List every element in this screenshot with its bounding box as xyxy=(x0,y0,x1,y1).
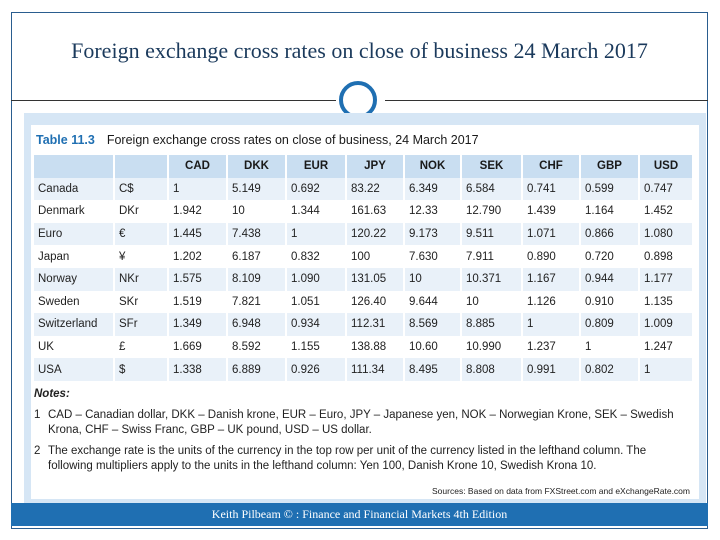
rate-cell: 9.173 xyxy=(404,223,461,246)
table-row xyxy=(34,200,693,223)
country-cell: Norway xyxy=(34,268,114,291)
rate-cell: 1.167 xyxy=(522,268,580,291)
note-number: 1 xyxy=(34,408,41,421)
rate-cell: 1 xyxy=(580,336,639,359)
symbol-cell: ¥ xyxy=(114,245,168,268)
rate-cell: 0.741 xyxy=(522,178,580,201)
rate-cell: 1.090 xyxy=(286,268,346,291)
notes-section xyxy=(34,387,694,480)
rate-cell: 1.071 xyxy=(522,223,580,246)
symbol-cell: £ xyxy=(114,336,168,359)
rate-cell: 1.452 xyxy=(639,200,693,223)
country-cell: Denmark xyxy=(34,200,114,223)
rate-cell: 0.898 xyxy=(639,245,693,268)
cross-rates-table xyxy=(34,155,694,381)
rate-cell: 8.592 xyxy=(227,336,286,359)
country-cell: UK xyxy=(34,336,114,359)
col-header-cad: CAD xyxy=(168,155,227,178)
rate-cell: 6.889 xyxy=(227,358,286,381)
rate-cell: 111.34 xyxy=(346,358,404,381)
rate-cell: 0.747 xyxy=(639,178,693,201)
rate-cell: 1.155 xyxy=(286,336,346,359)
col-header-gbp: GBP xyxy=(580,155,639,178)
col-header-nok: NOK xyxy=(404,155,461,178)
rate-cell: 126.40 xyxy=(346,291,404,314)
rate-cell: 1.080 xyxy=(639,223,693,246)
rate-cell: 0.832 xyxy=(286,245,346,268)
rate-cell: 0.809 xyxy=(580,313,639,336)
rate-cell: 8.569 xyxy=(404,313,461,336)
col-header xyxy=(114,155,168,178)
rate-cell: 0.866 xyxy=(580,223,639,246)
table-caption-text: Foreign exchange cross rates on close of business, 24 March 2017 xyxy=(106,133,479,147)
rate-cell: 6.584 xyxy=(461,178,522,201)
rate-cell: 10 xyxy=(227,200,286,223)
rate-cell: 100 xyxy=(346,245,404,268)
rate-cell: 120.22 xyxy=(346,223,404,246)
slide-footer: Keith Pilbeam © : Finance and Financial Markets 4th Edition xyxy=(11,503,708,526)
rate-cell: 1.349 xyxy=(168,313,227,336)
table-row xyxy=(34,313,693,336)
rate-cell: 10.371 xyxy=(461,268,522,291)
rate-cell: 1.009 xyxy=(639,313,693,336)
rate-cell: 0.720 xyxy=(580,245,639,268)
rate-cell: 1.051 xyxy=(286,291,346,314)
note-text: The exchange rate is the units of the currency in the top row per unit of the currency listed in the lefthand column. The following multipliers apply to the units in the lefthand column: Yen 100, Danish Krone 10, Swedish Krona 10. xyxy=(48,444,647,472)
rate-cell: 1.344 xyxy=(286,200,346,223)
rate-cell: 112.31 xyxy=(346,313,404,336)
rate-cell: 1.445 xyxy=(168,223,227,246)
rate-cell: 7.438 xyxy=(227,223,286,246)
divider-right xyxy=(385,100,708,101)
col-header-jpy: JPY xyxy=(346,155,404,178)
table-header-row xyxy=(34,155,693,178)
rate-cell: 12.33 xyxy=(404,200,461,223)
table-row xyxy=(34,223,693,246)
rate-cell: 5.149 xyxy=(227,178,286,201)
rate-cell: 10 xyxy=(404,268,461,291)
table-row xyxy=(34,268,693,291)
table-row xyxy=(34,245,693,268)
rate-cell: 0.890 xyxy=(522,245,580,268)
rate-cell: 10.990 xyxy=(461,336,522,359)
rate-cell: 9.644 xyxy=(404,291,461,314)
country-cell: Sweden xyxy=(34,291,114,314)
rate-cell: 161.63 xyxy=(346,200,404,223)
note-item xyxy=(34,408,694,439)
rate-cell: 0.991 xyxy=(522,358,580,381)
rate-cell: 1.575 xyxy=(168,268,227,291)
rate-cell: 6.349 xyxy=(404,178,461,201)
country-cell: Japan xyxy=(34,245,114,268)
country-cell: Canada xyxy=(34,178,114,201)
rate-cell: 1.164 xyxy=(580,200,639,223)
rate-cell: 1.247 xyxy=(639,336,693,359)
rate-cell: 1 xyxy=(522,313,580,336)
rate-cell: 8.885 xyxy=(461,313,522,336)
rate-cell: 131.05 xyxy=(346,268,404,291)
rate-cell: 7.821 xyxy=(227,291,286,314)
divider-left xyxy=(11,100,336,101)
rate-cell: 0.934 xyxy=(286,313,346,336)
col-header-dkk: DKK xyxy=(227,155,286,178)
note-number: 2 xyxy=(34,444,41,457)
symbol-cell: SFr xyxy=(114,313,168,336)
table-row xyxy=(34,291,693,314)
table-label: Table 11.3 xyxy=(36,133,95,147)
country-cell: Euro xyxy=(34,223,114,246)
rate-cell: 9.511 xyxy=(461,223,522,246)
rate-cell: 8.808 xyxy=(461,358,522,381)
note-item xyxy=(34,444,694,475)
rate-cell: 1 xyxy=(168,178,227,201)
country-cell: USA xyxy=(34,358,114,381)
rate-cell: 6.187 xyxy=(227,245,286,268)
col-header-eur: EUR xyxy=(286,155,346,178)
rate-cell: 10 xyxy=(461,291,522,314)
rate-cell: 7.911 xyxy=(461,245,522,268)
rate-cell: 83.22 xyxy=(346,178,404,201)
source-note: Sources: Based on data from FXStreet.com and eXchangeRate.com xyxy=(432,486,690,496)
col-header-sek: SEK xyxy=(461,155,522,178)
rate-cell: 1 xyxy=(639,358,693,381)
rate-cell: 8.495 xyxy=(404,358,461,381)
rate-cell: 7.630 xyxy=(404,245,461,268)
rate-cell: 8.109 xyxy=(227,268,286,291)
symbol-cell: C$ xyxy=(114,178,168,201)
rate-cell: 1.202 xyxy=(168,245,227,268)
rate-cell: 138.88 xyxy=(346,336,404,359)
rate-cell: 0.926 xyxy=(286,358,346,381)
table-row xyxy=(34,178,693,201)
rate-cell: 0.599 xyxy=(580,178,639,201)
symbol-cell: NKr xyxy=(114,268,168,291)
symbol-cell: € xyxy=(114,223,168,246)
rate-cell: 1.519 xyxy=(168,291,227,314)
col-header xyxy=(34,155,114,178)
rate-cell: 10.60 xyxy=(404,336,461,359)
rate-cell: 1.439 xyxy=(522,200,580,223)
col-header-chf: CHF xyxy=(522,155,580,178)
rate-cell: 1.942 xyxy=(168,200,227,223)
symbol-cell: SKr xyxy=(114,291,168,314)
rate-cell: 1.237 xyxy=(522,336,580,359)
country-cell: Switzerland xyxy=(34,313,114,336)
rate-cell: 0.692 xyxy=(286,178,346,201)
rate-cell: 1.177 xyxy=(639,268,693,291)
rate-cell: 1.338 xyxy=(168,358,227,381)
notes-heading: Notes: xyxy=(34,388,70,400)
rate-cell: 0.910 xyxy=(580,291,639,314)
symbol-cell: DKr xyxy=(114,200,168,223)
rate-cell: 1 xyxy=(286,223,346,246)
rate-cell: 1.669 xyxy=(168,336,227,359)
table-caption xyxy=(36,133,479,147)
table-row xyxy=(34,336,693,359)
rate-cell: 0.944 xyxy=(580,268,639,291)
rate-cell: 1.126 xyxy=(522,291,580,314)
note-text: CAD – Canadian dollar, DKK – Danish krone, EUR – Euro, JPY – Japanese yen, NOK – Norwegian Krone, SEK – Swedish Krona, CHF – Swiss Franc, GBP – UK pound, USD – US dollar. xyxy=(48,408,674,436)
table-row xyxy=(34,358,693,381)
slide-title: Foreign exchange cross rates on close of business 24 March 2017 xyxy=(71,38,648,63)
col-header-usd: USD xyxy=(639,155,693,178)
rate-cell: 1.135 xyxy=(639,291,693,314)
symbol-cell: $ xyxy=(114,358,168,381)
rate-cell: 12.790 xyxy=(461,200,522,223)
rate-cell: 0.802 xyxy=(580,358,639,381)
rate-cell: 6.948 xyxy=(227,313,286,336)
